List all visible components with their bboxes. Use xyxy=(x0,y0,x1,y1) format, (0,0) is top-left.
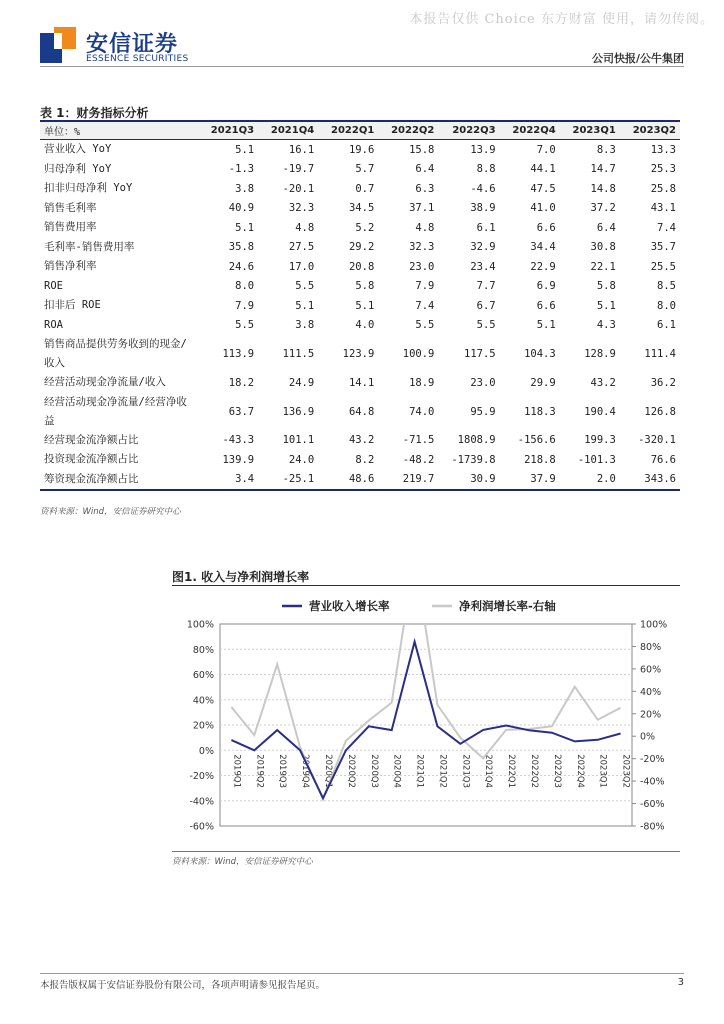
table-cell: 104.3 xyxy=(524,348,556,360)
table-row xyxy=(40,257,680,277)
chart-bottom-divider xyxy=(172,851,680,852)
table-cell: 14.7 xyxy=(590,163,616,176)
table-cell: 117.5 xyxy=(464,348,496,360)
table-cell: 218.8 xyxy=(524,453,556,466)
table-header-row xyxy=(40,121,680,140)
table-cell: 5.1 xyxy=(295,299,315,312)
table-row xyxy=(40,316,680,336)
table-row xyxy=(40,470,680,491)
logo-mark-icon xyxy=(40,27,76,63)
table-cell: 0.7 xyxy=(355,182,375,195)
footer-disclaimer: 本报告版权属于安信证券股份有限公司，各项声明请参见报告尾页。 xyxy=(40,980,326,991)
table-cell: 111.4 xyxy=(644,348,676,360)
table-cell: 8.5 xyxy=(657,280,676,293)
table-cell: 219.7 xyxy=(378,470,438,491)
table-cell: 8.0 xyxy=(235,280,255,293)
table-cell: 29.2 xyxy=(348,241,375,254)
table-cell: 32.3 xyxy=(409,241,435,254)
table-cell: 41.0 xyxy=(530,202,556,215)
left-axis-tick: 0% xyxy=(198,745,214,757)
unit-label: 单位：% xyxy=(40,121,198,140)
table-cell: 40.9 xyxy=(228,202,255,215)
watermark: 本报告仅供 Choice 东方财富 使用，请勿传阅。 xyxy=(409,12,714,27)
table-cell: 34.4 xyxy=(530,241,556,254)
x-axis-tick: 2019Q4 xyxy=(300,754,311,788)
table-cell: 25.5 xyxy=(650,260,676,273)
table-cell: 30.9 xyxy=(438,470,499,491)
right-axis-tick: -60% xyxy=(640,799,665,811)
table-cell: 48.6 xyxy=(318,470,378,491)
x-axis-tick: 2021Q4 xyxy=(483,754,494,788)
table-cell: 24.6 xyxy=(228,260,255,273)
table-cell: 16.1 xyxy=(288,143,315,156)
x-axis-tick: 2019Q3 xyxy=(277,754,288,788)
right-axis-tick: 60% xyxy=(640,664,662,676)
table-cell: 5.1 xyxy=(355,299,375,312)
table-cell: 6.1 xyxy=(476,221,496,234)
table-cell: -43.3 xyxy=(222,434,255,447)
table-cell: 123.9 xyxy=(342,348,375,360)
table-cell: 23.4 xyxy=(470,260,496,273)
table-cell: 118.3 xyxy=(524,405,556,418)
x-axis-tick: 2020Q3 xyxy=(368,754,379,788)
header-divider xyxy=(40,66,684,67)
table-row xyxy=(40,393,680,431)
table-cell: 34.5 xyxy=(348,202,375,215)
right-axis-tick: 20% xyxy=(640,709,662,721)
table-cell: 8.3 xyxy=(596,143,616,156)
table-cell: 32.3 xyxy=(288,202,315,215)
table-cell: 74.0 xyxy=(409,405,435,418)
table-cell: 30.8 xyxy=(590,241,616,254)
table-cell: 7.7 xyxy=(476,280,496,293)
column-header: 2022Q4 xyxy=(500,121,560,140)
x-axis-tick: 2022Q1 xyxy=(506,754,517,788)
table-cell: 37.1 xyxy=(409,202,435,215)
logo-text-cn: 安信证券 xyxy=(86,32,179,57)
table-cell: 18.2 xyxy=(228,376,255,389)
table-cell: -320.1 xyxy=(638,434,676,447)
right-axis-tick: 80% xyxy=(640,641,662,653)
row-label: 投资现金流净额占比 xyxy=(44,453,139,466)
table-cell: 6.4 xyxy=(415,163,435,176)
table-cell: 4.8 xyxy=(295,221,315,234)
x-axis-tick: 2019Q1 xyxy=(231,754,242,788)
table-cell: -20.1 xyxy=(282,182,315,195)
table-source: 资料来源：Wind，安信证券研究中心 xyxy=(40,507,181,517)
table-cell: 5.5 xyxy=(415,319,435,332)
table-cell: -101.3 xyxy=(577,453,616,466)
table-cell: 5.7 xyxy=(355,163,375,176)
left-axis-tick: 80% xyxy=(192,644,214,656)
table-row xyxy=(40,199,680,219)
table-cell: 43.2 xyxy=(348,434,375,447)
column-header: 2022Q2 xyxy=(378,121,438,140)
table-cell: 2.0 xyxy=(560,470,620,491)
row-label: 经营现金流净额占比 xyxy=(44,433,139,446)
table-row xyxy=(40,160,680,180)
table-cell: 43.1 xyxy=(650,202,676,215)
table-cell: 5.8 xyxy=(355,280,375,293)
table-cell: 38.9 xyxy=(470,202,496,215)
table-cell: 22.9 xyxy=(530,260,556,273)
table-cell: 5.1 xyxy=(536,319,556,332)
table-cell: 5.5 xyxy=(476,319,496,332)
table-cell: 14.8 xyxy=(590,182,616,195)
table-cell: 19.6 xyxy=(348,143,375,156)
right-axis-tick: 0% xyxy=(640,731,656,743)
table-cell: 76.6 xyxy=(650,453,676,466)
table-cell: 5.5 xyxy=(295,280,315,293)
table-cell: 1808.9 xyxy=(457,434,496,447)
table-cell: -1739.8 xyxy=(451,453,496,466)
table-cell: 128.9 xyxy=(584,348,616,360)
table-cell: 4.8 xyxy=(415,221,435,234)
left-axis-tick: 60% xyxy=(192,670,214,681)
table-cell: 95.9 xyxy=(470,405,496,418)
row-label: ROE xyxy=(44,279,63,292)
table-row xyxy=(40,140,680,160)
growth-line-chart xyxy=(172,590,680,848)
row-label: 毛利率-销售费用率 xyxy=(44,240,135,253)
x-axis-tick: 2020Q2 xyxy=(345,754,356,788)
table-cell: -156.6 xyxy=(517,434,556,447)
table-cell: 7.9 xyxy=(415,280,435,293)
table-cell: 126.8 xyxy=(644,405,676,418)
table-cell: 18.9 xyxy=(409,376,435,389)
table-cell: 8.0 xyxy=(657,299,676,312)
row-label: 归母净利 YoY xyxy=(44,162,112,175)
table-row xyxy=(40,238,680,258)
report-type: 公司快报/公牛集团 xyxy=(591,52,684,65)
table-cell: 4.3 xyxy=(596,319,616,332)
left-axis-tick: 100% xyxy=(186,619,214,631)
table-cell: 199.3 xyxy=(584,434,616,447)
table-cell: 43.2 xyxy=(590,376,616,389)
x-axis-tick: 2022Q2 xyxy=(529,754,539,788)
table-cell: 13.3 xyxy=(650,143,676,156)
table-cell: 36.2 xyxy=(650,376,676,389)
row-label: 销售净利率 xyxy=(44,260,97,273)
table-cell: 6.1 xyxy=(657,319,676,332)
chart-title: 图1. 收入与净利润增长率 xyxy=(172,570,310,584)
right-axis-tick: 100% xyxy=(640,619,668,631)
table-cell: -1.3 xyxy=(228,163,255,176)
x-axis-tick: 2023Q2 xyxy=(620,754,631,788)
table-cell: 6.6 xyxy=(536,221,556,234)
table-cell: 5.1 xyxy=(235,143,255,156)
row-label: 筹资现金流净额占比 xyxy=(40,470,198,491)
column-header: 2023Q1 xyxy=(560,121,620,140)
chart-title-divider xyxy=(172,585,680,586)
table-cell: 27.5 xyxy=(288,241,315,254)
table-title: 表 1：财务指标分析 xyxy=(40,106,149,120)
x-axis-tick: 2021Q1 xyxy=(414,754,425,788)
table-cell: 8.8 xyxy=(476,163,496,176)
table-row xyxy=(40,335,680,373)
x-axis-tick: 2023Q1 xyxy=(597,754,608,788)
table-row xyxy=(40,431,680,451)
table-cell: 7.4 xyxy=(415,299,435,312)
table-cell: 63.7 xyxy=(228,405,255,418)
chart-source: 资料来源：Wind，安信证券研究中心 xyxy=(172,857,313,867)
table-cell: 35.7 xyxy=(650,241,676,254)
table-cell: 25.8 xyxy=(650,182,676,195)
table-cell: 37.9 xyxy=(500,470,560,491)
row-label: 经营活动现金净流量/收入 xyxy=(44,376,166,389)
footer-divider xyxy=(40,973,684,974)
table-cell: -25.1 xyxy=(258,470,318,491)
right-axis-tick: -20% xyxy=(640,754,665,766)
left-axis-tick: 20% xyxy=(192,720,214,732)
row-label: 扣非后 ROE xyxy=(44,299,101,312)
table-cell: 190.4 xyxy=(584,405,616,418)
right-axis-tick: -40% xyxy=(640,776,665,788)
column-header: 2021Q3 xyxy=(198,121,258,140)
x-axis-tick: 2020Q1 xyxy=(323,754,333,788)
column-header: 2021Q4 xyxy=(258,121,318,140)
table-row xyxy=(40,296,680,316)
table-cell: 37.2 xyxy=(590,202,616,215)
column-header: 2023Q2 xyxy=(620,121,680,140)
table-cell: 5.1 xyxy=(596,299,616,312)
row-label: 销售商品提供劳务收到的现金/收入 xyxy=(44,338,187,369)
table-cell: 3.8 xyxy=(235,182,255,195)
left-axis-tick: 40% xyxy=(192,695,214,707)
right-axis-tick: -80% xyxy=(640,821,665,833)
table-row xyxy=(40,373,680,393)
table-cell: 5.1 xyxy=(235,221,255,234)
table-row xyxy=(40,218,680,238)
table-cell: 44.1 xyxy=(530,163,556,176)
table-cell: 7.4 xyxy=(657,221,676,234)
legend-label: 营业收入增长率 xyxy=(309,599,390,613)
table-cell: 5.5 xyxy=(235,319,255,332)
table-cell: 8.2 xyxy=(355,453,375,466)
table-cell: 6.7 xyxy=(476,299,496,312)
table-cell: 25.3 xyxy=(650,163,676,176)
row-label: 销售毛利率 xyxy=(44,201,97,214)
table-cell: 29.9 xyxy=(530,376,556,389)
table-cell: 32.9 xyxy=(470,241,496,254)
table-cell: 3.8 xyxy=(295,319,315,332)
table-cell: 20.8 xyxy=(348,260,375,273)
table-cell: 15.8 xyxy=(409,143,435,156)
table-cell: 17.0 xyxy=(288,260,315,273)
left-axis-tick: -40% xyxy=(189,796,214,808)
row-label: 营业收入 YoY xyxy=(44,143,112,156)
table-cell: 6.6 xyxy=(536,299,556,312)
table-row xyxy=(40,277,680,297)
table-cell: 5.8 xyxy=(596,280,616,293)
table-cell: -71.5 xyxy=(402,434,435,447)
table-cell: 100.9 xyxy=(402,348,435,360)
table-cell: 7.9 xyxy=(235,299,255,312)
table-cell: 3.4 xyxy=(198,470,258,491)
left-axis-tick: -60% xyxy=(189,821,214,833)
column-header: 2022Q1 xyxy=(318,121,378,140)
x-axis-tick: 2022Q3 xyxy=(551,754,562,788)
row-label: 经营活动现金净流量/经营净收益 xyxy=(44,395,187,427)
table-cell: 13.9 xyxy=(470,143,496,156)
table-cell: 14.1 xyxy=(348,376,375,389)
x-axis-tick: 2020Q4 xyxy=(391,754,402,788)
table-cell: 6.9 xyxy=(536,280,556,293)
table-cell: 136.9 xyxy=(282,405,315,418)
column-header: 2022Q3 xyxy=(438,121,499,140)
table-cell: 101.1 xyxy=(282,434,315,447)
table-cell: -48.2 xyxy=(402,453,435,466)
table-cell: 24.9 xyxy=(288,376,315,389)
right-axis-tick: 40% xyxy=(640,686,662,698)
company-logo xyxy=(40,27,200,67)
table-cell: 139.9 xyxy=(222,453,255,466)
financial-indicators-table xyxy=(40,120,680,491)
row-label: 销售费用率 xyxy=(44,221,97,234)
table-row xyxy=(40,179,680,199)
x-axis-tick: 2021Q2 xyxy=(437,754,448,788)
table-cell: 343.6 xyxy=(620,470,680,491)
table-cell: 24.0 xyxy=(288,453,315,466)
table-cell: -4.6 xyxy=(470,182,496,195)
table-cell: 22.1 xyxy=(590,260,616,273)
x-axis-tick: 2019Q2 xyxy=(254,754,265,788)
legend-label: 净利润增长率-右轴 xyxy=(459,599,556,613)
table-cell: 5.2 xyxy=(355,221,375,234)
table-cell: 6.3 xyxy=(415,182,435,195)
table-cell: 23.0 xyxy=(409,260,435,273)
table-cell: 47.5 xyxy=(530,182,556,195)
table-cell: 64.8 xyxy=(348,405,375,418)
table-cell: 113.9 xyxy=(222,348,255,360)
table-cell: 6.4 xyxy=(596,221,616,234)
table-cell: 4.0 xyxy=(355,319,375,332)
table-cell: 23.0 xyxy=(470,376,496,389)
table-cell: 7.0 xyxy=(536,143,556,156)
row-label: ROA xyxy=(44,318,63,331)
table-cell: 35.8 xyxy=(228,241,255,254)
left-axis-tick: -20% xyxy=(189,771,214,782)
table-cell: -19.7 xyxy=(282,163,315,176)
table-cell: 111.5 xyxy=(282,348,315,360)
x-axis-tick: 2021Q3 xyxy=(460,754,471,788)
x-axis-tick: 2022Q4 xyxy=(574,754,585,788)
row-label: 扣非归母净利 YoY xyxy=(44,182,133,195)
table-row xyxy=(40,450,680,470)
logo-text-en: ESSENCE SECURITIES xyxy=(86,54,189,64)
page-number: 3 xyxy=(677,977,684,988)
